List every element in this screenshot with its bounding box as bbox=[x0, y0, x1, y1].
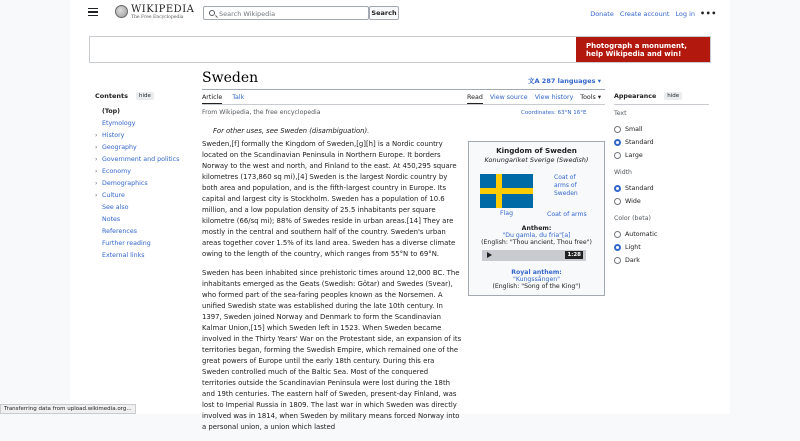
toc-item-geography[interactable] bbox=[95, 142, 195, 154]
toc-item-references[interactable] bbox=[95, 226, 195, 238]
appearance-title: Appearance bbox=[614, 92, 657, 100]
main-menu-icon[interactable] bbox=[88, 8, 98, 16]
width-option-wide[interactable] bbox=[614, 195, 709, 208]
toc-item-label: References bbox=[102, 228, 137, 235]
coordinates-link[interactable]: Coordinates: 63°N 16°E bbox=[521, 110, 587, 116]
brand-tagline: The Free Encyclopedia bbox=[131, 15, 184, 20]
wikipedia-wordmark[interactable] bbox=[131, 4, 194, 20]
toc-hide-button[interactable]: hide bbox=[136, 92, 154, 100]
coat-of-arms-caption-link[interactable]: Coat of arms bbox=[547, 211, 587, 218]
color-label: Color (beta) bbox=[614, 215, 651, 222]
toc-item-label: Geography bbox=[102, 144, 137, 151]
royal-anthem-block bbox=[469, 269, 604, 290]
chevron-right-icon[interactable]: › bbox=[95, 180, 98, 187]
width-option-standard[interactable] bbox=[614, 182, 709, 195]
anthem-link[interactable]: "Du gamla, du fria"[a] bbox=[502, 232, 571, 239]
view-tabs bbox=[467, 94, 601, 104]
wikipedia-logo[interactable] bbox=[115, 5, 128, 18]
toc-title: Contents bbox=[95, 92, 128, 100]
language-count: 287 languages bbox=[541, 77, 596, 85]
toc-item-external-links[interactable] bbox=[95, 250, 195, 262]
brand-title: WIKIPEDIA bbox=[131, 4, 195, 15]
login-link[interactable]: Log in bbox=[675, 10, 695, 18]
anthem-label: Anthem: bbox=[521, 225, 552, 232]
color-option-label: Automatic bbox=[625, 231, 658, 238]
browser-status-bar: Transferring data from upload.wikimedia.org... bbox=[0, 404, 136, 414]
radio-button[interactable] bbox=[614, 257, 621, 264]
toc-item-further-reading[interactable] bbox=[95, 238, 195, 250]
toc-item-government-and-politics[interactable] bbox=[95, 154, 195, 166]
toc-item-etymology[interactable] bbox=[95, 118, 195, 130]
site-subtitle: From Wikipedia, the free encyclopedia bbox=[202, 109, 321, 116]
toc-item-label: Notes bbox=[102, 216, 121, 223]
color-option-dark[interactable] bbox=[614, 254, 709, 267]
width-label: Width bbox=[614, 169, 632, 176]
radio-button[interactable] bbox=[614, 139, 621, 146]
article-paragraph-1: Sweden,[f] formally the Kingdom of Sweden,[g][h] is a Nordic country located on the Scandinavian Peninsula in Northern Europe. It borders Norway to the west and north, and Finland to the east. At 450,295 square kilometres (173,860 sq mi),[4] Sweden is the largest Nordic country by both area and population, and is the fifth-largest country in Europe. Its capital and largest city is Stockholm. Sweden has a population of 10.6 million, and a low population density of 25.5 inhabitants per square kilometre (66/sq mi); 88% of Swedes reside in urban areas.[14] They are mostly in the central and southern half of the country. Sweden's urban areas together cover 1.5% of its land area. Sweden has a diverse climate owing to the length of the country, which ranges from 55°N to 69°N. bbox=[202, 140, 457, 258]
infobox-title: Kingdom of Sweden bbox=[496, 146, 577, 155]
width-option-label: Standard bbox=[625, 185, 654, 192]
play-icon[interactable] bbox=[487, 252, 492, 258]
tab-view-source[interactable]: View source bbox=[489, 94, 528, 101]
toc-item-see-also[interactable] bbox=[95, 202, 195, 214]
tools-label: Tools bbox=[580, 94, 596, 101]
toc-item-culture[interactable] bbox=[95, 190, 195, 202]
toc-item-label: Culture bbox=[102, 192, 125, 199]
toc-item-demographics[interactable] bbox=[95, 178, 195, 190]
tab-view-history[interactable]: View history bbox=[534, 94, 574, 101]
color-option-label: Dark bbox=[625, 257, 640, 264]
toc-item-label: Government and politics bbox=[102, 156, 180, 163]
appearance-panel bbox=[614, 92, 709, 267]
text-size-option-large[interactable] bbox=[614, 149, 709, 162]
page-title: Sweden bbox=[202, 70, 259, 86]
language-button[interactable]: 文A 287 languages ▾ bbox=[528, 77, 601, 85]
toc-item-economy[interactable] bbox=[95, 166, 195, 178]
text-size-option-small[interactable] bbox=[614, 123, 709, 136]
search-placeholder: Search Wikipedia bbox=[219, 10, 276, 18]
toc-item-label: (Top) bbox=[102, 108, 121, 115]
banner-cta-button[interactable]: Photograph a monument, help Wikipedia and win! bbox=[576, 37, 710, 62]
anthem-block bbox=[469, 225, 604, 246]
royal-anthem-label[interactable]: Royal anthem: bbox=[511, 269, 562, 276]
flag-image[interactable] bbox=[480, 174, 533, 208]
text-size-option-label: Large bbox=[625, 152, 643, 159]
radio-button[interactable] bbox=[614, 152, 621, 159]
toc-item-label: Economy bbox=[102, 168, 131, 175]
chevron-right-icon[interactable]: › bbox=[95, 132, 98, 139]
tab-read[interactable]: Read bbox=[467, 94, 483, 104]
country-infobox bbox=[468, 141, 605, 296]
radio-button[interactable] bbox=[614, 231, 621, 238]
article-body bbox=[202, 139, 462, 441]
chevron-right-icon[interactable]: › bbox=[95, 192, 98, 199]
create-account-link[interactable]: Create account bbox=[619, 10, 670, 18]
audio-player[interactable] bbox=[482, 250, 586, 261]
appearance-hide-button[interactable]: hide bbox=[664, 92, 682, 100]
toc-item-notes[interactable] bbox=[95, 214, 195, 226]
width-option-label: Wide bbox=[625, 198, 641, 205]
hatnote: For other uses, see Sweden (disambiguation). bbox=[213, 127, 370, 135]
toc-item-label: History bbox=[102, 132, 125, 139]
toc-item-history[interactable] bbox=[95, 130, 195, 142]
text-size-option-label: Small bbox=[625, 126, 643, 133]
radio-button[interactable] bbox=[614, 244, 621, 251]
namespace-tabs bbox=[202, 94, 244, 104]
audio-duration: 1:28 bbox=[567, 252, 581, 258]
toc-item-label: Demographics bbox=[102, 180, 148, 187]
tabs-divider bbox=[202, 104, 605, 105]
toc-item-label: Etymology bbox=[102, 120, 136, 127]
toc-item-label: External links bbox=[102, 252, 145, 259]
table-of-contents bbox=[95, 92, 195, 262]
chevron-right-icon[interactable]: › bbox=[95, 168, 98, 175]
text-size-option-standard[interactable] bbox=[614, 136, 709, 149]
text-size-option-label: Standard bbox=[625, 139, 654, 146]
radio-button[interactable] bbox=[614, 198, 621, 205]
article-paragraph-2: Sweden has been inhabited since prehistoric times around 12,000 BC. The inhabitants emerged as the Geats (Swedish: Götar) and Swedes (Svear), who formed part of the sea-faring peoples known as the Norsemen. A unified Swedish state was established during the late 10th century. In 1397, Sweden joined Norway and Denmark to form the Scandinavian Kalmar Union,[15] which Sweden left in 1523. When Sweden became involved in the Thirty Years' War on the Protestant side, an expansion of its territories began, forming the Swedish Empire, which remained one of the great powers of Europe until the early 18th century. During this era Sweden controlled much of the Baltic Sea. Most of the conquered territories outside the Scandinavian Peninsula were lost during the 18th and 19th centuries. The eastern half of Sweden, present-day Finland, was lost to Imperial Russia in 1809. The last war in which Sweden was directly involved was in 1814, when Sweden by military means forced Norway into a personal union, a union which lasted bbox=[202, 269, 462, 431]
title-divider bbox=[202, 89, 605, 90]
toc-item-label: Further reading bbox=[102, 240, 151, 247]
radio-button[interactable] bbox=[614, 126, 621, 133]
flag-caption-link[interactable]: Flag bbox=[500, 210, 513, 217]
infobox-native-name: Konungariket Sverige (Swedish) bbox=[484, 156, 589, 164]
tools-menu[interactable]: Tools ▾ bbox=[580, 94, 601, 101]
royal-anthem-link[interactable]: "Kungssången" bbox=[512, 276, 561, 283]
chevron-right-icon[interactable]: › bbox=[95, 156, 98, 163]
search-input[interactable] bbox=[203, 6, 369, 20]
color-option-label: Light bbox=[625, 244, 641, 251]
tab-article[interactable]: Article bbox=[202, 94, 222, 104]
more-options-icon[interactable]: ••• bbox=[700, 9, 717, 18]
tab-talk[interactable]: Talk bbox=[232, 94, 245, 101]
fundraising-banner bbox=[89, 36, 711, 63]
search-button[interactable]: Search bbox=[369, 6, 399, 20]
toc-item-label: See also bbox=[102, 204, 129, 211]
toc-item-top[interactable] bbox=[95, 106, 195, 118]
anthem-english: (English: "Thou ancient, Thou free") bbox=[481, 239, 592, 246]
coat-of-arms-image[interactable]: Coat of arms of Sweden bbox=[554, 174, 578, 197]
color-option-light[interactable] bbox=[614, 241, 709, 254]
royal-anthem-english: (English: "Song of the King") bbox=[492, 283, 581, 290]
color-option-automatic[interactable] bbox=[614, 228, 709, 241]
personal-tools bbox=[590, 10, 695, 18]
search-icon bbox=[209, 10, 215, 16]
radio-button[interactable] bbox=[614, 185, 621, 192]
donate-link[interactable]: Donate bbox=[590, 10, 614, 18]
text-size-label: Text bbox=[614, 110, 627, 117]
chevron-right-icon[interactable]: › bbox=[95, 144, 98, 151]
